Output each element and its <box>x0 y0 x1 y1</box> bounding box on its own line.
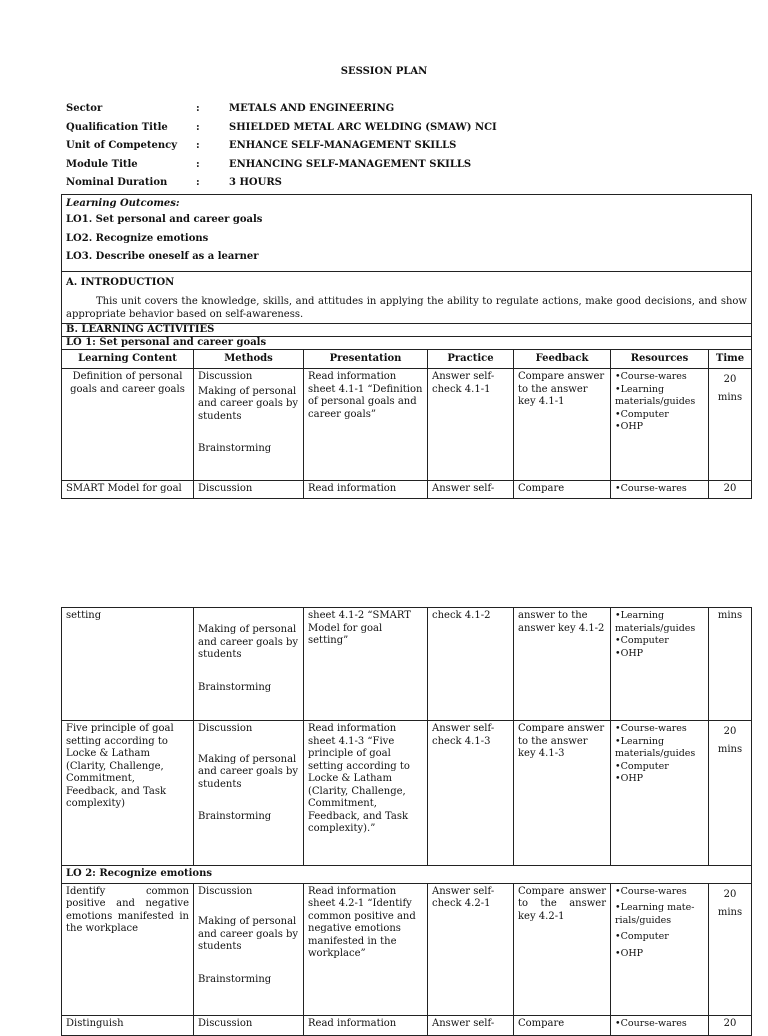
activities-heading-row <box>62 324 752 337</box>
time-cell: mins <box>709 608 752 721</box>
presentation-cell: Read information <box>304 481 428 499</box>
column-header-row <box>62 350 752 369</box>
practice-cell: Answer self- <box>428 1015 514 1035</box>
practice-cell: Answer self-check 4.1-1 <box>428 369 514 481</box>
methods-cell: Discussion Making of personal and career goals by students Brainstorming <box>194 369 304 481</box>
presentation-cell: Read information sheet 4.2-1 “Identify common positive and negative emotions manifested in the workplace” <box>304 883 428 1015</box>
practice-cell: Answer self-check 4.2-1 <box>428 883 514 1015</box>
learning-content-cell: SMART Model for goal <box>62 481 194 499</box>
learning-content-cell: Identify common positive and negative emotions manifested in the workplace <box>62 883 194 1015</box>
session-table-page-1 <box>61 194 752 499</box>
learning-content-cell: setting <box>62 608 194 721</box>
column-header: Resources <box>611 350 709 369</box>
time-cell: 20 <box>709 481 752 499</box>
practice-cell: Answer self- <box>428 481 514 499</box>
introduction-cell <box>62 271 752 324</box>
learning-outcomes-row <box>62 195 752 272</box>
page-title: SESSION PLAN <box>340 66 428 77</box>
methods-cell: Discussion Making of personal and career goals by students Brainstorming <box>194 721 304 866</box>
introduction-row <box>62 271 752 324</box>
meta-sector: Sector : METALS AND ENGINEERING <box>66 103 395 114</box>
methods-cell: Discussion <box>194 481 304 499</box>
table-row <box>62 721 752 866</box>
meta-module: Module Title : ENHANCING SELF-MANAGEMENT SKILLS <box>66 158 472 170</box>
table-row <box>62 481 752 499</box>
lo1-heading: LO 1: Set personal and career goals <box>62 337 752 350</box>
resources-cell: •Course-wares •Learning mate-rials/guides •Computer •OHP <box>611 883 709 1015</box>
meta-qualification: Qualification Title : SHIELDED METAL ARC WELDING (SMAW) NCI <box>66 121 497 133</box>
feedback-cell: Compare <box>514 1015 611 1035</box>
resources-cell: •Course-wares •Learning materials/guides •Computer •OHP <box>611 369 709 481</box>
session-table-page-2 <box>61 607 752 1036</box>
practice-cell: Answer self-check 4.1-3 <box>428 721 514 866</box>
column-header: Practice <box>428 350 514 369</box>
meta-duration: Nominal Duration : 3 HOURS <box>66 177 282 188</box>
presentation-cell: Read information sheet 4.1-3 “Five principle of goal setting according to Locke & Latham (Clarity, Challenge, Commitment, Feedback, and Task complexity).” <box>304 721 428 866</box>
table-row <box>62 369 752 481</box>
feedback-cell: Compare answer to the answer key 4.1-3 <box>514 721 611 866</box>
feedback-cell: Compare answer to the answer key 4.2-1 <box>514 883 611 1015</box>
presentation-cell: Read information <box>304 1015 428 1035</box>
table-row <box>62 883 752 1015</box>
practice-cell: check 4.1-2 <box>428 608 514 721</box>
resources-cell: •Learning materials/guides •Computer •OHP <box>611 608 709 721</box>
presentation-cell: Read information sheet 4.1-1 “Definition of personal goals and career goals” <box>304 369 428 481</box>
methods-cell: Discussion <box>194 1015 304 1035</box>
learning-outcomes-cell <box>62 195 752 272</box>
resources-cell: •Course-wares <box>611 1015 709 1035</box>
lo2-heading: LO 2: Recognize emotions <box>62 866 752 884</box>
presentation-cell: sheet 4.1-2 “SMART Model for goal setting” <box>304 608 428 721</box>
time-cell: 20 mins <box>709 369 752 481</box>
column-header: Methods <box>194 350 304 369</box>
learning-outcome-item: LO3. Describe oneself as a learner <box>66 251 259 262</box>
introduction-text: This unit covers the knowledge, skills, and attitudes in applying the ability to regulate actions, make good decisions, and show appropriate behavior based on self-awareness. <box>66 296 747 320</box>
session-meta <box>66 100 497 193</box>
feedback-cell: answer to the answer key 4.1-2 <box>514 608 611 721</box>
time-cell: 20 mins <box>709 721 752 866</box>
learning-outcome-item: LO2. Recognize emotions <box>66 232 209 244</box>
lo2-heading-row <box>62 866 752 884</box>
column-header: Learning Content <box>62 350 194 369</box>
methods-cell: Making of personal and career goals by students Brainstorming <box>194 608 304 721</box>
feedback-cell: Compare answer to the answer key 4.1-1 <box>514 369 611 481</box>
introduction-heading: A. INTRODUCTION <box>66 276 175 288</box>
table-row <box>62 608 752 721</box>
column-header: Feedback <box>514 350 611 369</box>
learning-outcomes-heading: Learning Outcomes: <box>66 198 180 209</box>
learning-content-cell: Five principle of goal setting according to Locke & Latham (Clarity, Challenge, Commitment, Feedback, and Task complexity) <box>62 721 194 866</box>
feedback-cell: Compare <box>514 481 611 499</box>
table-row <box>62 1015 752 1035</box>
lo1-heading-row <box>62 337 752 350</box>
activities-heading: B. LEARNING ACTIVITIES <box>62 324 752 337</box>
methods-cell: Discussion Making of personal and career goals by students Brainstorming <box>194 883 304 1015</box>
column-header: Presentation <box>304 350 428 369</box>
resources-cell: •Course-wares •Learning materials/guides •Computer •OHP <box>611 721 709 866</box>
time-cell: 20 <box>709 1015 752 1035</box>
learning-content-cell: Definition of personal goals and career goals <box>62 369 194 481</box>
column-header: Time <box>709 350 752 369</box>
learning-outcome-item: LO1. Set personal and career goals <box>66 214 263 225</box>
meta-unit: Unit of Competency : ENHANCE SELF-MANAGEMENT SKILLS <box>66 140 457 151</box>
learning-content-cell: Distinguish <box>62 1015 194 1035</box>
resources-cell: •Course-wares <box>611 481 709 499</box>
time-cell: 20 mins <box>709 883 752 1015</box>
